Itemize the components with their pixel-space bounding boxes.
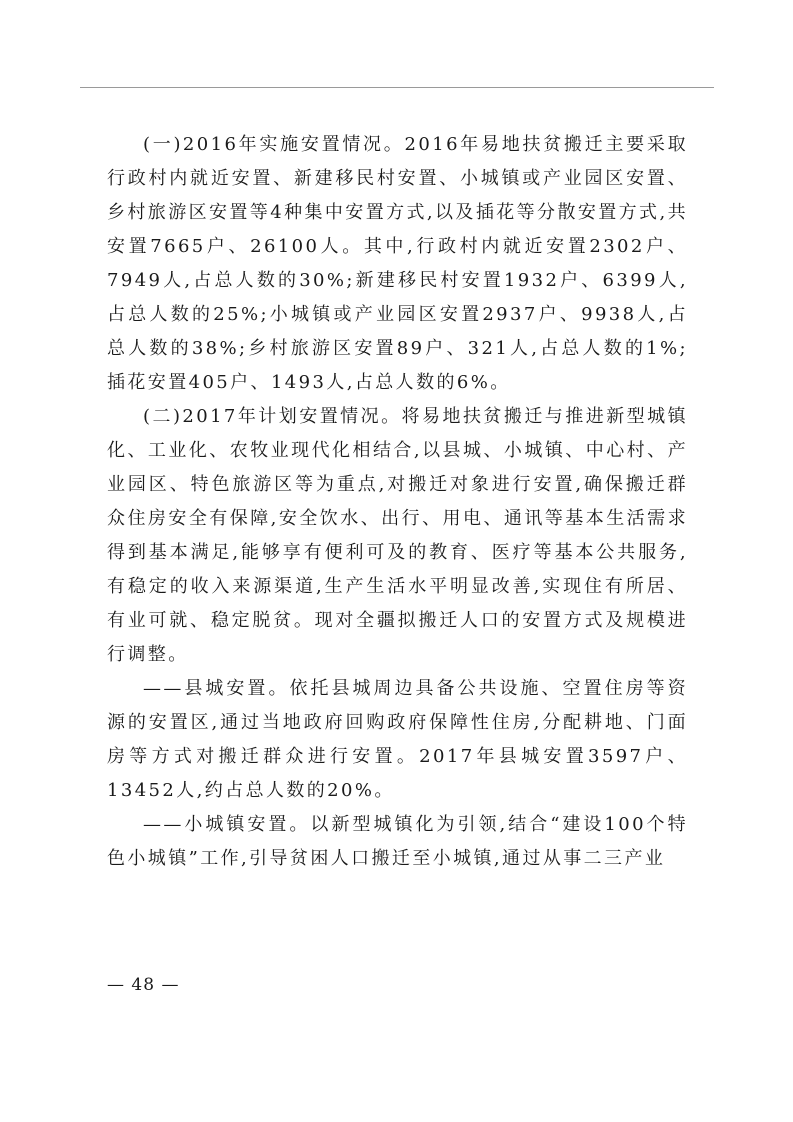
paragraph-county-resettlement: ——县城安置。依托县城周边具备公共设施、空置住房等资源的安置区,通过当地政府回购政府保障性住房,分配耕地、门面房等方式对搬迁群众进行安置。2017年县城安置3597户、13452人,约占总人数的20%。 <box>107 678 688 801</box>
document-body <box>107 128 688 876</box>
paragraph-2017-plan: (二)2017年计划安置情况。将易地扶贫搬迁与推进新型城镇化、工业化、农牧业现代化相结合,以县城、小城镇、中心村、产业园区、特色旅游区等为重点,对搬迁对象进行安置,确保搬迁群众住房安全有保障,安全饮水、出行、用电、通讯等基本生活需求得到基本满足,能够享有便利可及的教育、医疗等基本公共服务,有稳定的收入来源渠道,生产生活水平明显改善,实现住有所居、有业可就、稳定脱贫。现对全疆拟搬迁人口的安置方式及规模进行调整。 <box>107 406 688 665</box>
paragraph-small-town-resettlement: ——小城镇安置。以新型城镇化为引领,结合“建设100个特色小城镇”工作,引导贫困人口搬迁至小城镇,通过从事二三产业 <box>107 814 688 869</box>
paragraph-2016-resettlement: (一)2016年实施安置情况。2016年易地扶贫搬迁主要采取行政村内就近安置、新建移民村安置、小城镇或产业园区安置、乡村旅游区安置等4种集中安置方式,以及插花等分散安置方式,共安置7665户、26100人。其中,行政村内就近安置2302户、7949人,占总人数的30%;新建移民村安置1932户、6399人,占总人数的25%;小城镇或产业园区安置2937户、9938人,占总人数的38%;乡村旅游区安置89户、321人,占总人数的1%;插花安置405户、1493人,占总人数的6%。 <box>107 134 688 393</box>
page-number: — 48 — <box>107 975 180 995</box>
header-rule <box>80 87 714 88</box>
